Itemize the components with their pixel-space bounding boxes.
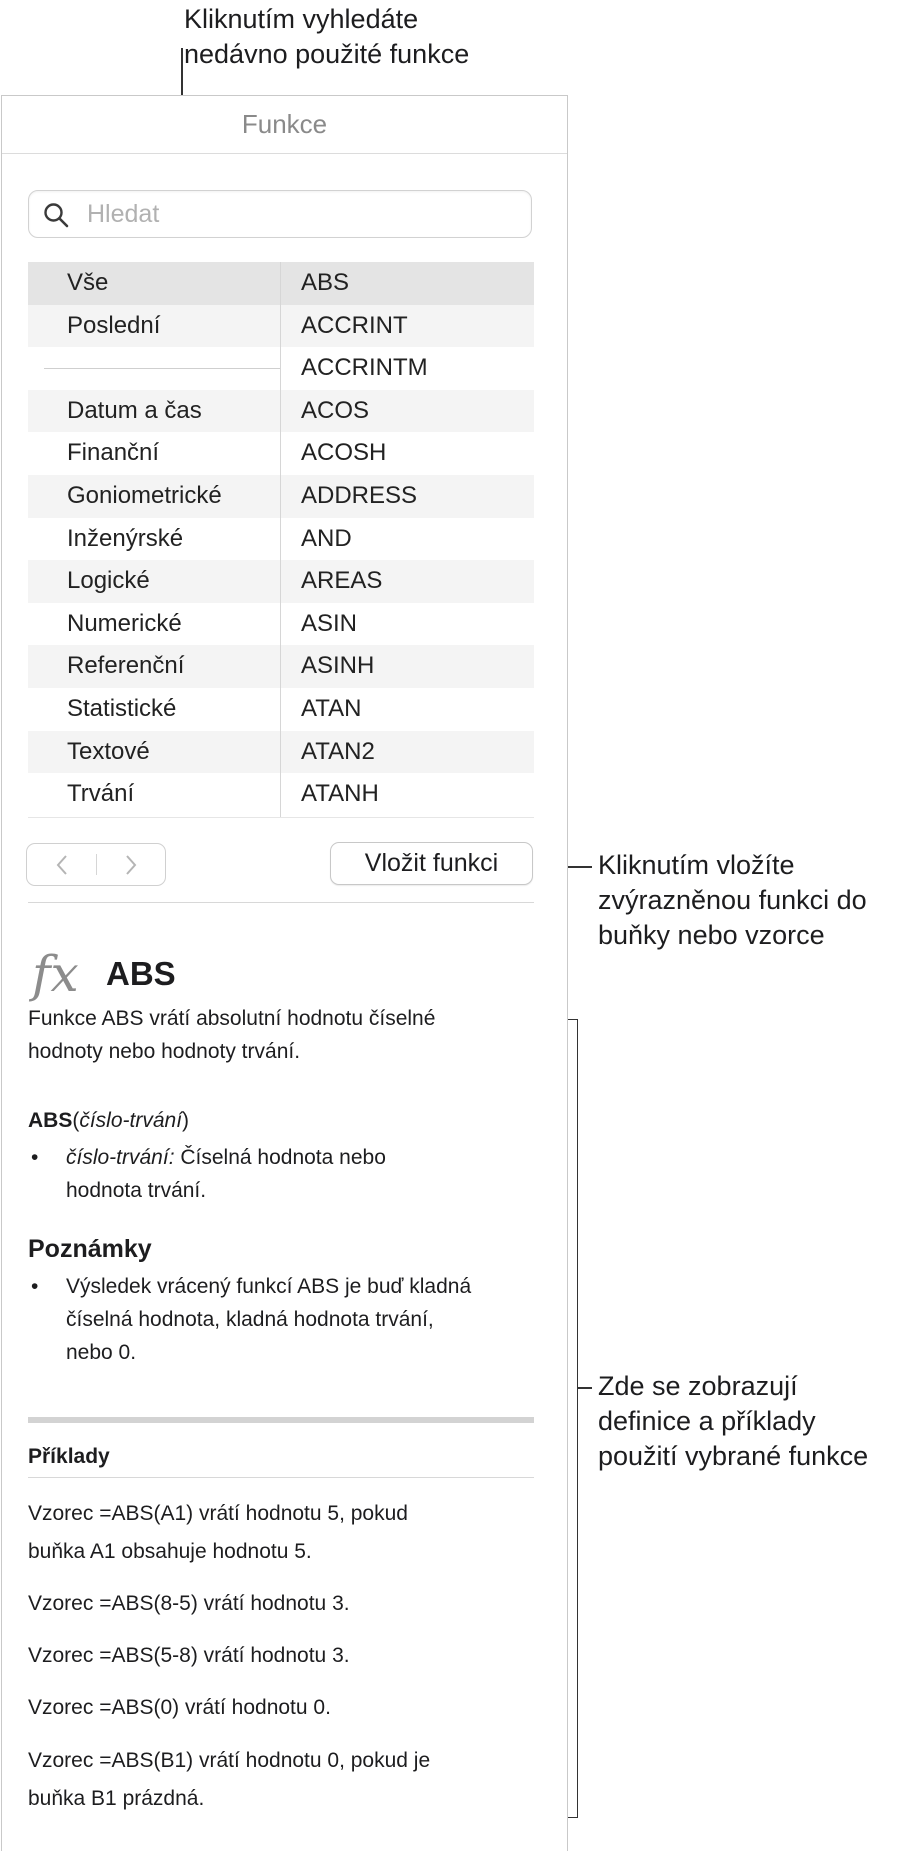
category-list	[28, 262, 281, 817]
category-item[interactable]: Textové	[28, 731, 280, 774]
syntax-paren: (	[72, 1109, 80, 1132]
function-item[interactable]: ACCRINTM	[301, 354, 428, 382]
fx-icon: fx	[32, 945, 79, 1003]
category-item[interactable]: Datum a čas	[28, 390, 280, 433]
divider	[28, 902, 534, 903]
callout-definitions	[598, 1369, 868, 1474]
category-item[interactable]: Poslední	[28, 305, 280, 348]
callout-line: buňky nebo vzorce	[598, 920, 825, 950]
callout-line: Kliknutím vyhledáte	[184, 4, 419, 34]
note-line: číselná hodnota, kladná hodnota trvání,	[66, 1308, 434, 1331]
panel-title: Funkce	[2, 96, 567, 154]
example-line: buňka A1 obsahuje hodnotu 5.	[28, 1540, 312, 1563]
bullet: •	[31, 1275, 39, 1298]
chevron-left-icon	[55, 854, 69, 876]
function-description	[28, 1002, 548, 1068]
function-item[interactable]: ATANH	[301, 780, 379, 808]
function-item[interactable]: ASINH	[281, 645, 534, 688]
search-input[interactable]	[85, 196, 509, 232]
category-item[interactable]: Trvání	[67, 780, 135, 808]
syntax-function: ABS	[28, 1109, 73, 1132]
function-item[interactable]: AND	[301, 524, 352, 552]
example-line: Vzorec =ABS(8-5) vrátí hodnotu 3.	[28, 1592, 350, 1615]
function-item[interactable]: ASIN	[301, 609, 358, 637]
note-text	[66, 1270, 546, 1369]
example-line: Vzorec =ABS(5-8) vrátí hodnotu 3.	[28, 1644, 350, 1667]
function-item[interactable]: ABS	[281, 262, 534, 305]
callout-insert-function	[598, 848, 867, 953]
description-line: Funkce ABS vrátí absolutní hodnotu číselné	[28, 1007, 436, 1030]
example	[28, 1585, 538, 1623]
example	[28, 1689, 538, 1727]
function-item[interactable]: ATAN	[301, 694, 362, 722]
category-item[interactable]: Referenční	[28, 645, 280, 688]
function-title: ABS	[106, 955, 176, 992]
callout-leader-line	[578, 1387, 592, 1389]
note-line: nebo 0.	[66, 1341, 137, 1364]
history-navigation	[26, 843, 166, 886]
callout-line: použití vybrané funkce	[598, 1441, 869, 1471]
syntax-argument: číslo-trvání	[79, 1109, 183, 1132]
example-line: Vzorec =ABS(B1) vrátí hodnotu 0, pokud je	[28, 1749, 431, 1772]
function-item[interactable]: ACCRINT	[281, 305, 534, 348]
category-item[interactable]: Inženýrské	[67, 524, 184, 552]
function-item[interactable]: ADDRESS	[281, 475, 534, 518]
function-browser	[28, 262, 534, 818]
category-item[interactable]: Logické	[28, 560, 280, 603]
category-item[interactable]: Numerické	[67, 609, 182, 637]
functions-panel	[1, 95, 568, 1851]
example	[28, 1637, 538, 1675]
callout-bracket	[568, 1019, 578, 1818]
callout-line: nedávno použité funkce	[184, 39, 470, 69]
forward-button[interactable]	[96, 844, 165, 885]
insert-function-button[interactable]: Vložit funkci	[330, 842, 533, 885]
back-button[interactable]	[27, 844, 96, 885]
example-line: buňka B1 prázdná.	[28, 1787, 205, 1810]
callout-line: Zde se zobrazují	[598, 1371, 798, 1401]
chevron-right-icon	[124, 854, 138, 876]
separator-line	[44, 368, 280, 369]
bullet: •	[31, 1146, 39, 1169]
function-syntax	[28, 1104, 548, 1137]
argument-text: Číselná hodnota nebo	[180, 1146, 386, 1169]
category-item[interactable]: Vše	[28, 262, 280, 305]
category-item[interactable]: Statistické	[67, 694, 177, 722]
category-separator	[28, 347, 280, 390]
category-item[interactable]: Finanční	[67, 439, 160, 467]
examples-heading: Příklady	[28, 1445, 110, 1468]
callout-recent-functions	[184, 2, 469, 72]
function-list	[281, 262, 534, 816]
notes-heading: Poznámky	[28, 1235, 152, 1263]
function-item[interactable]: AREAS	[281, 560, 534, 603]
function-item[interactable]: ACOSH	[301, 439, 387, 467]
search-field[interactable]	[28, 190, 532, 238]
argument-text: hodnota trvání.	[66, 1179, 207, 1202]
function-item[interactable]: ATAN2	[281, 731, 534, 774]
argument-description	[66, 1141, 546, 1207]
divider	[28, 1477, 534, 1478]
example-line: Vzorec =ABS(0) vrátí hodnotu 0.	[28, 1696, 331, 1719]
syntax-paren: )	[182, 1109, 190, 1132]
example	[28, 1495, 538, 1571]
argument-name: číslo-trvání:	[66, 1146, 175, 1169]
callout-line: definice a příklady	[598, 1406, 816, 1436]
callout-line: zvýrazněnou funkci do	[598, 885, 867, 915]
example	[28, 1742, 538, 1818]
note-line: Výsledek vrácený funkcí ABS je buď kladná	[66, 1275, 472, 1298]
description-line: hodnoty nebo hodnoty trvání.	[28, 1040, 301, 1063]
example-line: Vzorec =ABS(A1) vrátí hodnotu 5, pokud	[28, 1502, 408, 1525]
function-item[interactable]: ACOS	[281, 390, 534, 433]
section-divider	[28, 1417, 534, 1423]
category-item[interactable]: Goniometrické	[28, 475, 280, 518]
search-icon	[43, 202, 69, 228]
callout-line: Kliknutím vložíte	[598, 850, 795, 880]
